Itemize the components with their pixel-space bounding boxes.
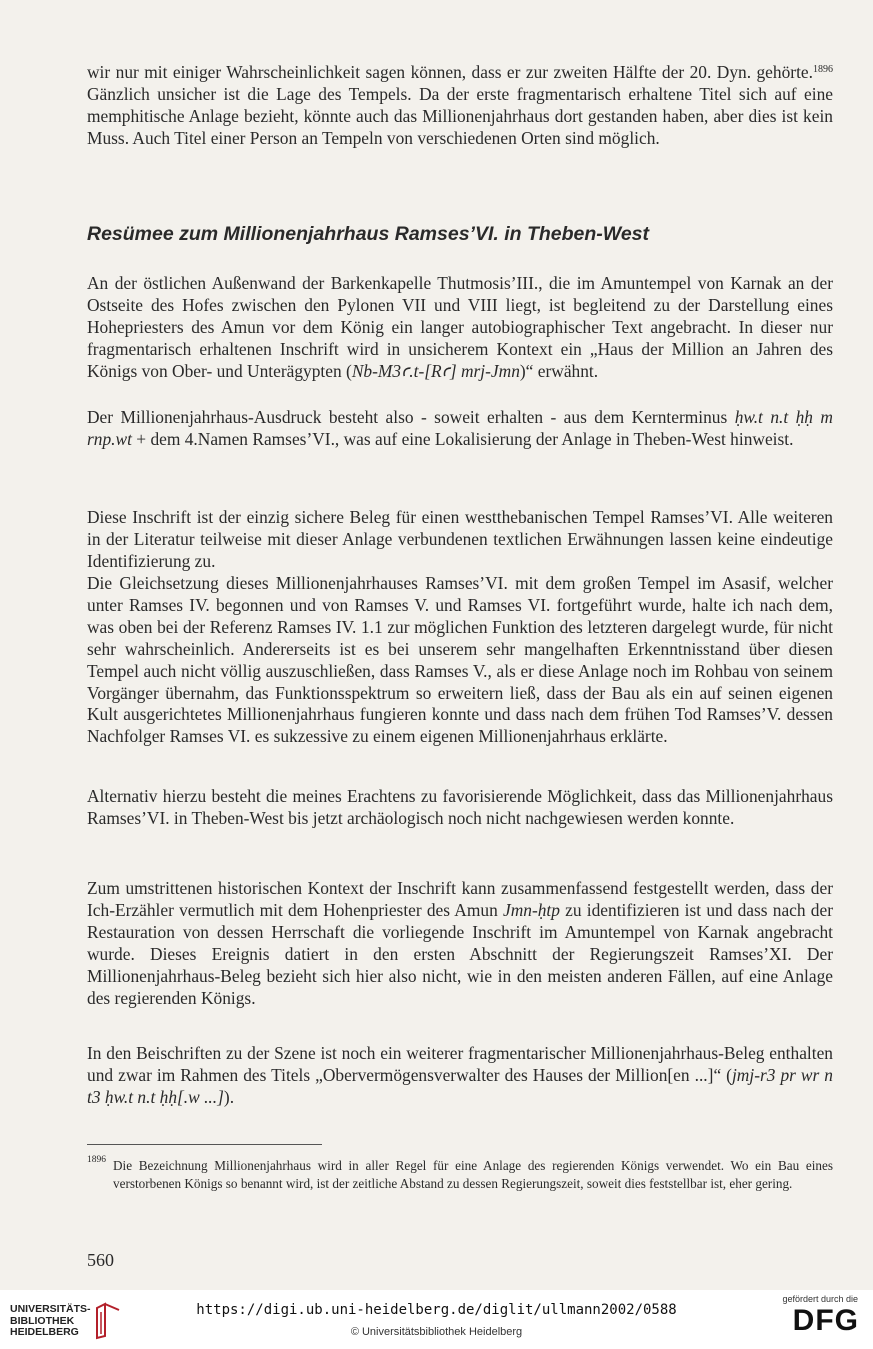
footnote-number: 1896: [87, 1155, 106, 1165]
footer-bar: [0, 1290, 873, 1349]
paragraph-identification: Die Gleichsetzung dieses Millionenjahrhauses Ramses’VI. mit dem großen Tempel im Asasif, welcher unter Ramses IV. begonnen und von Ramses V. und Ramses VI. fortgeführt wurde, halte ich nach dem, was oben bei der Referenz Ramses IV. 1.1 zur möglichen Funktion des letzteren dargelegt wurde, für nicht sehr wahrscheinlich. Andererseits ist es bei unserem sehr mangelhaften Erkenntnisstand über diesen Tempel auch nicht völlig auszuschließen, dass Ramses V., als er diese Anlage noch im Rohbau von seinem Vorgänger übernahm, das Funktionsspektrum so erweitern ließ, dass der Bau als ein auf seinen eigenen Kult ausgerichtetes Millionenjahrhaus fungieren konnte und dass nach dem frühen Tod Ramses’V. dessen Nachfolger Ramses VI. es sukzessive zu einem eigenen Millionenjahrhaus erklärte.: [87, 573, 833, 747]
section-heading: Resümee zum Millionenjahrhaus Ramses’VI. in Theben-West: [87, 223, 650, 245]
footnote-ref-1896[interactable]: 1896: [813, 64, 833, 75]
copyright-notice: © Universitätsbibliothek Heidelberg: [350, 1326, 523, 1338]
permalink-url[interactable]: https://digi.ub.uni-heidelberg.de/diglit/ullmann2002/0588: [196, 1302, 677, 1318]
footnote-divider: [87, 1144, 322, 1145]
paragraph-historical-context: Zum umstrittenen historischen Kontext der Inschrift kann zusammenfassend festgestellt werden, dass der Ich-Erzähler vermutlich mit dem Hohenpriester des Amun Jmn-ḥtp zu identifizieren ist und dass nach der Restauration von dessen Herrschaft die vorliegende Inschrift im Amuntempel von Karnak angebracht wurde. Dieses Ereignis datiert in den ersten Abschnitt der Regierungszeit Ramses’XI. Der Millionenjahrhaus-Beleg bezieht sich hier also nicht, wie in den meisten anderen Fällen, auf eine Anlage des regierenden Königs.: [87, 878, 833, 1008]
paragraph-sole-evidence: Diese Inschrift ist der einzig sichere Beleg für einen westthebanischen Tempel Ramses’VI. Alle weiteren in der Literatur teilweise mit dieser Anlage verbundenen textlichen Erwähnungen lassen keine eindeutige Identifizierung zu.: [87, 507, 833, 571]
footnote-text: Die Bezeichnung Millionenjahrhaus wird in aller Regel für eine Anlage des regierenden Königs verwendet. Wo ein Bau eines verstorbenen Königs so benannt wird, ist der zeitliche Abstand zu dessen Regierungszeit, soweit dies feststellbar ist, eher gering.: [113, 1158, 833, 1191]
library-logo[interactable]: UNIVERSITÄTS- BIBLIOTHEK HEIDELBERG: [10, 1303, 91, 1338]
paragraph-intro: wir nur mit einiger Wahrscheinlichkeit sagen können, dass er zur zweiten Hälfte der 20. Dyn. gehörte.$^{1896}$ Gänzlich unsicher ist die Lage des Tempels. Da der erste fragmentarisch erhaltene Titel sich auf eine memphitische Anlage bezieht, könnte auch das Millionenjahrhaus dort gestanden haben, aber dies ist kein Muss. Auch Titel einer Person an Tempeln von verschiedenen Orten sind möglich.: [87, 62, 833, 148]
page-number: 560: [87, 1250, 114, 1270]
paragraph-inscriptions: In den Beischriften zu der Szene ist noch ein weiterer fragmentarischer Millionenjahrhaus-Beleg enthalten und zwar im Rahmen des Titels „Obervermögensverwalter des Hauses der Million[en ...]“ (jmj-r3 pr wr n t3 ḥw.t n.t ḥḥ[.w ...]).: [87, 1043, 834, 1107]
paragraph-alternative: Alternativ hierzu besteht die meines Erachtens zu favorisierende Möglichkeit, dass das Millionenjahrhaus Ramses’VI. in Theben-West bis jetzt archäologisch noch nicht nachgewiesen werden konnte.: [87, 786, 833, 828]
paragraph-expression: Der Millionenjahrhaus-Ausdruck besteht also - soweit erhalten - aus dem Kernterminus ḥw.t n.t ḥḥ m rnp.wt + dem 4.Namen Ramses’VI., was auf eine Lokalisierung der Anlage in Theben-West hinweist.: [87, 407, 833, 449]
dfg-logo[interactable]: DFG: [792, 1304, 859, 1337]
funding-note: gefördert durch die: [782, 1294, 858, 1304]
paragraph-inscription: An der östlichen Außenwand der Barkenkapelle Thutmosis’III., die im Amuntempel von Karnak an der Ostseite des Hofes zwischen den Pylonen VII und VIII liegt, ist begleitend zu der Darstellung eines Hohepriesters des Amun vor dem König ein langer autobiographischer Text angebracht. In dieser nur fragmentarisch erhaltenen Inschrift wird in unsicherem Kontext ein „Haus der Million an Jahren des Königs von Ober- und Unterägypten (Nb-M3ꜥ.t-[Rꜥ] mrj-Jmn)“ erwähnt.: [87, 273, 833, 381]
